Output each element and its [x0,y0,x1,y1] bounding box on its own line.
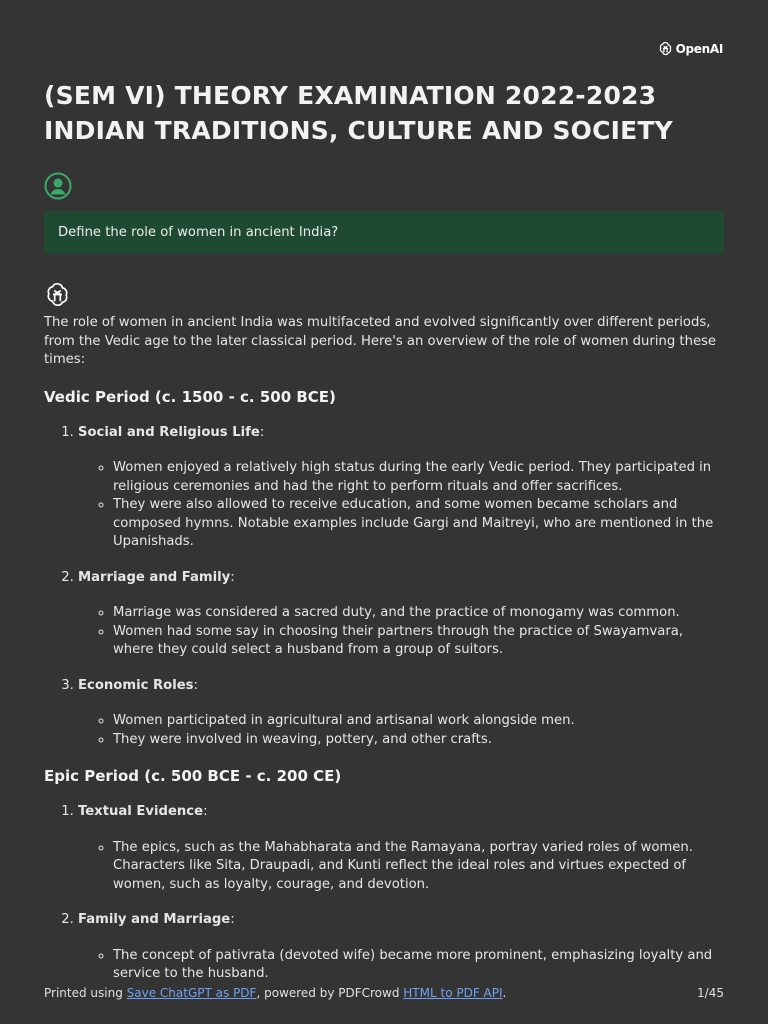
bullet-list [78,604,724,660]
bullet-list [78,459,724,552]
title-line-1: (SEM VI) THEORY EXAMINATION 2022-2023 [44,81,657,110]
section-heading: Vedic Period (c. 1500 - c. 500 BCE) [44,387,336,406]
title-line-2: INDIAN TRADITIONS, CULTURE AND SOCIETY [44,116,673,145]
bullet-item: ◦ The concept of pativrata (devoted wife) became more prominent, emphasizing loyalty and service to the husband. [113,947,724,984]
numbered-list [44,424,724,750]
brand-logo [658,41,723,56]
bullet-item: ◦ The epics, such as the Mahabharata and the Ramayana, portray varied roles of women. Characters like Sita, Draupadi, and Kunti reflect the ideal roles and virtues expected of women, such as loyalty, courage, and devotion. [113,839,724,895]
page-number: 1/45 [697,986,724,1000]
item-title: Family and Marriage [78,912,231,927]
list-item: 1. Social and Religious Life: ◦ Women enjoyed a relatively high status during the early Vedic period. They participated in religious ceremonies and had the right to perform rituals and offer sacrifices. ◦ They were also allowed to receive education, and some women became scholars and composed hymns. Notable examples include Gargi and Maitreyi, who are mentioned in the Upanishads. [78,424,724,552]
bullet-list [78,839,724,895]
item-title: Marriage and Family [78,569,231,585]
item-title: Economic Roles [78,677,194,693]
footer-credit [44,985,506,1001]
bullet-item: ◦ Women enjoyed a relatively high status during the early Vedic period. They participated in religious ceremonies and had the right to perform rituals and offer sacrifices. [113,459,724,496]
brand-name: OpenAI [675,41,723,56]
list-item: 1. Textual Evidence: ◦ The epics, such as the Mahabharata and the Ramayana, portray varied roles of women. Characters like Sita, Draupadi, and Kunti reflect the ideal roles and virtues expected of women, such as loyalty, courage, and devotion. [78,803,724,894]
numbered-list [44,803,724,984]
bullet-item: ◦ Women participated in agricultural and artisanal work alongside men. [113,712,724,731]
bullet-item: ◦ Women had some say in choosing their partners through the practice of Swayamvara, where they could select a husband from a group of suitors. [113,623,724,660]
user-prompt [44,211,724,254]
html-to-pdf-link[interactable]: HTML to PDF API [403,986,503,1000]
list-item: 2. Marriage and Family: ◦ Marriage was considered a sacred duty, and the practice of monogamy was common. ◦ Women had some say in choosing their partners through the practice of Swayamvara, where they could select a husband from a group of suitors. [78,569,724,660]
section-heading: Epic Period (c. 500 BCE - c. 200 CE) [44,767,342,785]
item-title: Social and Religious Life [78,424,260,440]
page-title [44,78,734,148]
bullet-item: ◦ Marriage was considered a sacred duty, and the practice of monogamy was common. [113,604,724,623]
save-chatgpt-link[interactable]: Save ChatGPT as PDF [126,986,257,1000]
user-avatar-icon [44,172,72,200]
bullet-list [78,947,724,984]
footer-prefix: Printed using [44,986,127,1000]
prompt-text: Define the role of women in ancient India? [58,225,339,240]
item-title: Textual Evidence [78,804,204,819]
footer-middle: , powered by PDFCrowd [256,986,404,1000]
chatgpt-icon [44,281,71,308]
page-footer [44,985,724,1001]
footer-suffix: . [502,986,507,1000]
bullet-item: ◦ They were also allowed to receive education, and some women became scholars and composed hymns. Notable examples include Gargi and Maitreyi, who are mentioned in the Upanishads. [113,496,724,552]
bullet-list [78,712,724,749]
bullet-item: ◦ They were involved in weaving, pottery, and other crafts. [113,731,724,750]
answer-content [44,314,724,1001]
answer-intro: The role of women in ancient India was multifaceted and evolved significantly over different periods, from the Vedic age to the later classical period. Here's an overview of the role of women during these times: [44,315,717,367]
openai-logo-icon [658,41,673,56]
list-item: 3. Economic Roles: ◦ Women participated in agricultural and artisanal work alongside men. ◦ They were involved in weaving, pottery, and other crafts. [78,677,724,750]
list-item: 2. Family and Marriage: ◦ The concept of pativrata (devoted wife) became more prominent, emphasizing loyalty and service to the husband. [78,911,724,984]
